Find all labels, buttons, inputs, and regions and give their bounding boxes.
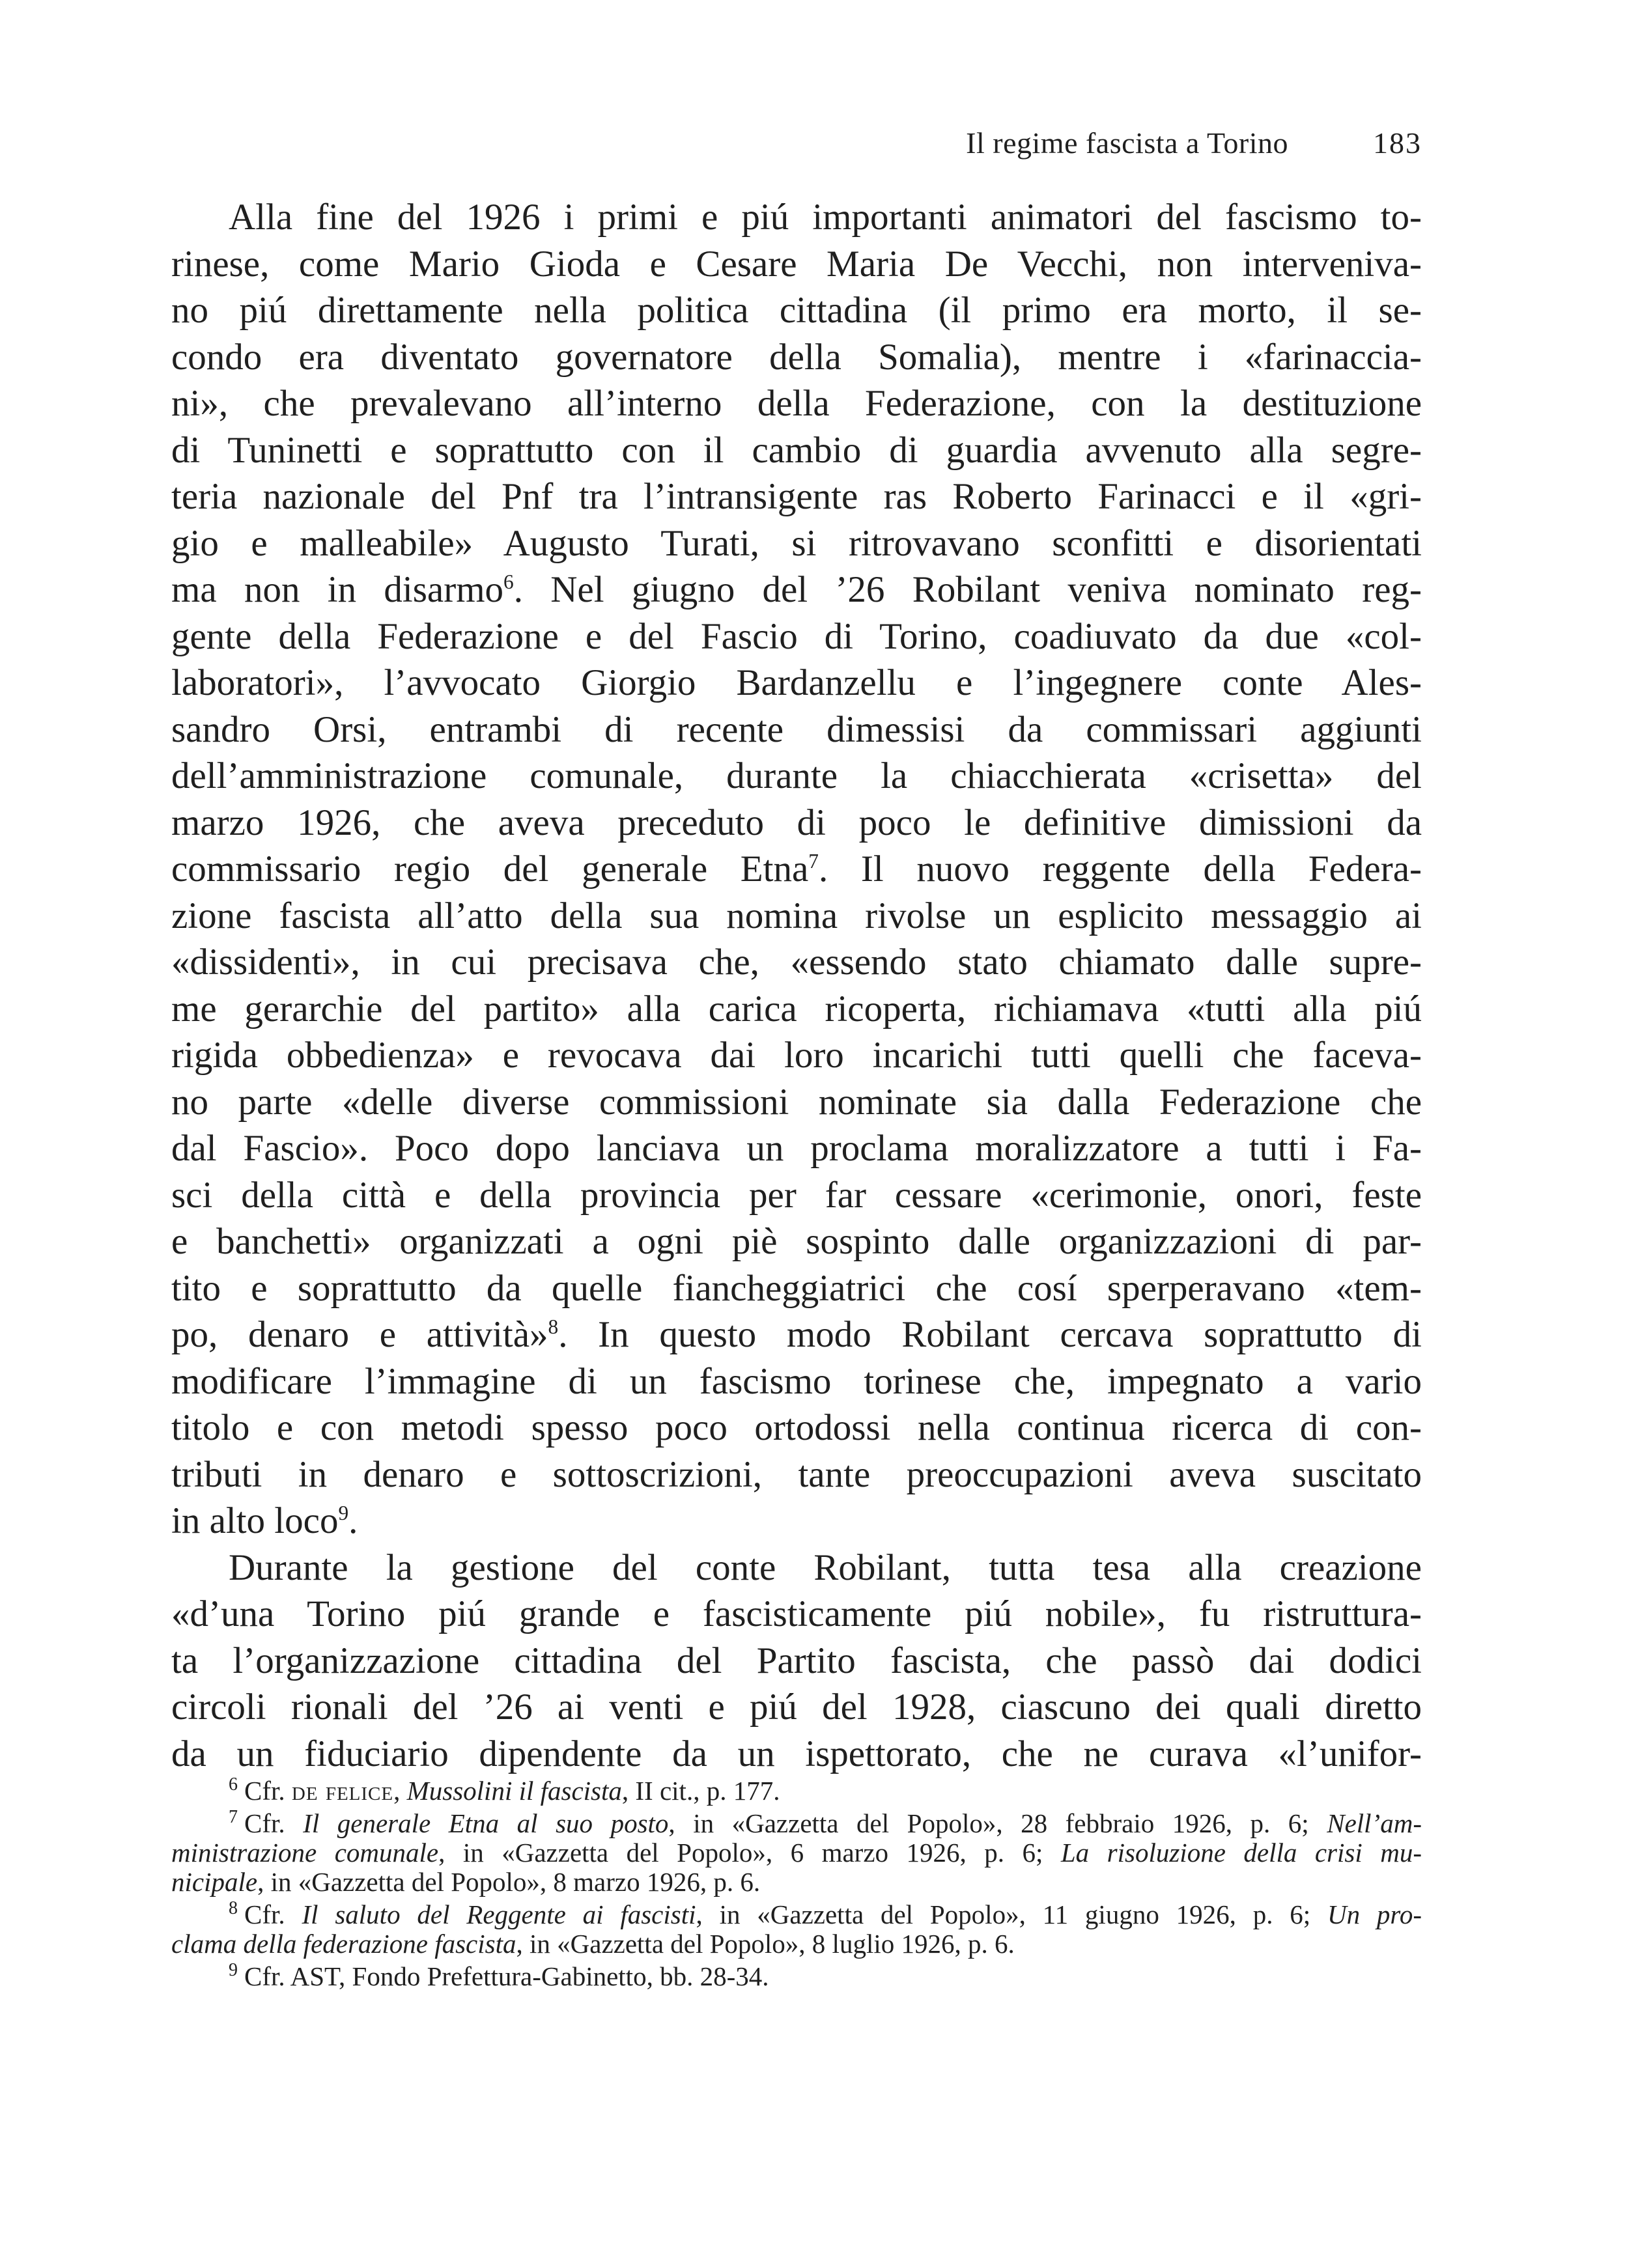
footnote-8	[171, 1900, 1422, 1959]
text-line	[171, 567, 1422, 613]
text-segment: . Nel giugno del ’26 Robilant veniva nominato reg-	[513, 569, 1422, 610]
footnote-line	[171, 1838, 1422, 1868]
text-line: titolo e con metodi spesso poco ortodossi nella continua ricerca di con-	[171, 1407, 1422, 1448]
text-line: marzo 1926, che aveva preceduto di poco le definitive dimissioni da	[171, 802, 1422, 843]
text-line: laboratori», l’avvocato Giorgio Bardanzellu e l’ingegnere conte Ales-	[171, 662, 1422, 703]
text-line	[171, 1311, 1422, 1358]
text-segment: Cfr.	[244, 1776, 292, 1806]
page-number: 183	[1373, 126, 1422, 160]
author-name: de felice	[291, 1776, 394, 1806]
footnote-line	[171, 1809, 1422, 1838]
text-line: circoli rionali del ’26 ai venti e piú del 1928, ciascuno dei quali diretto	[171, 1687, 1422, 1728]
text-segment: . Il nuovo reggente della Federa-	[818, 848, 1422, 889]
text-line: dell’amministrazione comunale, durante la chiacchierata «crisetta» del	[171, 755, 1422, 796]
cited-title: Un pro-	[1327, 1899, 1422, 1929]
text-line: gente della Federazione e del Fascio di Torino, coadiuvato da due «col-	[171, 615, 1422, 657]
cited-title: ministrazione comunale	[171, 1838, 439, 1868]
text-line: Alla fine del 1926 i primi e piú importanti animatori del fascismo to-	[229, 197, 1422, 238]
text-line: e banchetti» organizzati a ogni piè sospinto dalle organizzazioni di par-	[171, 1221, 1422, 1262]
text-line: dal Fascio». Poco dopo lanciava un proclama moralizzatore a tutti i Fa-	[171, 1128, 1422, 1169]
text-line: tito e soprattutto da quelle fiancheggiatrici che cosí sperperavano «tem-	[171, 1267, 1422, 1309]
text-line: ni», che prevalevano all’interno della Federazione, con la destituzione	[171, 383, 1422, 424]
text-segment: in alto loco	[171, 1500, 339, 1541]
text-line: sci della città e della provincia per far cessare «cerimonie, onori, feste	[171, 1174, 1422, 1216]
running-head	[171, 124, 1422, 163]
text-line: no piú direttamente nella politica cittadina (il primo era morto, il se-	[171, 290, 1422, 331]
footnote-6	[171, 1776, 1422, 1806]
text-line: teria nazionale del Pnf tra l’intransigente ras Roberto Farinacci e il «gri-	[171, 476, 1422, 517]
text-line: rigida obbedienza» e revocava dai loro incarichi tutti quelli che faceva-	[171, 1035, 1422, 1076]
text-line: da un fiduciario dipendente da un ispettorato, che ne curava «l’unifor-	[171, 1733, 1422, 1774]
footnote-ref[interactable]: 7	[808, 850, 819, 873]
footnote-line	[171, 1900, 1422, 1929]
text-segment: .	[348, 1500, 358, 1541]
text-segment: ma non in disarmo	[171, 569, 504, 610]
text-line: zione fascista all’atto della sua nomina rivolse un esplicito messaggio ai	[171, 895, 1422, 936]
text-line: rinese, come Mario Gioda e Cesare Maria De Vecchi, non interveniva-	[171, 243, 1422, 285]
text-segment: , in «Gazzetta del Popolo», 6 marzo 1926, p. 6;	[438, 1838, 1061, 1868]
footnote-7	[171, 1809, 1422, 1897]
text-line: me gerarchie del partito» alla carica ricoperta, richiamava «tutti alla piú	[171, 988, 1422, 1029]
footnote-number: 9	[229, 1960, 238, 1981]
footnote-ref[interactable]: 6	[503, 570, 514, 593]
text-segment: po, denaro e attività»	[171, 1314, 548, 1355]
footnote-number: 6	[229, 1774, 238, 1795]
footnote-line	[171, 1868, 1422, 1897]
text-line: sandro Orsi, entrambi di recente dimessisi da commissari aggiunti	[171, 708, 1422, 750]
footnote-line	[171, 1776, 1422, 1806]
text-line: «dissidenti», in cui precisava che, «essendo stato chiamato dalle supre-	[171, 942, 1422, 983]
cited-title: nicipale	[171, 1867, 258, 1897]
main-text	[171, 194, 1422, 1777]
footnote-ref[interactable]: 8	[548, 1315, 559, 1338]
text-segment: commissario regio del generale Etna	[171, 848, 809, 889]
cited-title: clama della federazione fascista	[171, 1929, 516, 1959]
text-line: di Tuninetti e soprattutto con il cambio di guardia avvenuto alla segre-	[171, 429, 1422, 471]
text-line: modificare l’immagine di un fascismo torinese che, impegnato a vario	[171, 1360, 1422, 1402]
text-line: Durante la gestione del conte Robilant, tutta tesa alla creazione	[229, 1547, 1422, 1588]
running-head-title: Il regime fascista a Torino	[966, 126, 1288, 160]
text-line: no parte «delle diverse commissioni nominate sia dalla Federazione che	[171, 1081, 1422, 1123]
text-segment: Cfr. AST, Fondo Prefettura-Gabinetto, bb. 28-34.	[244, 1961, 769, 1991]
footnote-line	[171, 1929, 1422, 1959]
text-line: tributi in denaro e sottoscrizioni, tante preoccupazioni aveva suscitato	[171, 1453, 1422, 1495]
cited-title: Nell’am-	[1327, 1808, 1422, 1838]
text-line	[171, 1498, 1422, 1545]
cited-title: La risoluzione della crisi mu-	[1060, 1838, 1422, 1868]
text-segment: . In questo modo Robilant cercava soprattutto di	[558, 1314, 1422, 1355]
text-segment: ,	[393, 1776, 407, 1806]
text-line: ta l’organizzazione cittadina del Partito fascista, che passò dai dodici	[171, 1640, 1422, 1681]
text-segment: , II cit., p. 177.	[621, 1776, 780, 1806]
cited-title: Il generale Etna al suo posto	[303, 1808, 669, 1838]
footnote-ref[interactable]: 9	[338, 1502, 349, 1524]
footnote-line	[171, 1962, 1422, 1991]
footnote-number: 8	[229, 1898, 238, 1919]
text-line: «d’una Torino piú grande e fascisticamente piú nobile», fu ristruttura-	[171, 1593, 1422, 1634]
text-line: condo era diventato governatore della Somalia), mentre i «farinaccia-	[171, 336, 1422, 378]
text-segment: , in «Gazzetta del Popolo», 11 giugno 1926, p. 6;	[696, 1899, 1327, 1929]
text-line	[171, 846, 1422, 893]
text-segment: Cfr.	[244, 1899, 302, 1929]
cited-title: Il saluto del Reggente ai fascisti	[302, 1899, 696, 1929]
footnote-number: 7	[229, 1807, 238, 1828]
text-segment: , in «Gazzetta del Popolo», 28 febbraio 1926, p. 6;	[668, 1808, 1327, 1838]
text-line: gio e malleabile» Augusto Turati, si ritrovavano sconfitti e disorientati	[171, 522, 1422, 564]
cited-title: Mussolini il fascista	[406, 1776, 622, 1806]
text-segment: , in «Gazzetta del Popolo», 8 luglio 1926, p. 6.	[516, 1929, 1015, 1959]
text-segment: Cfr.	[244, 1808, 304, 1838]
footnotes	[171, 1776, 1422, 1995]
text-segment: , in «Gazzetta del Popolo», 8 marzo 1926, p. 6.	[257, 1867, 761, 1897]
footnote-9	[171, 1962, 1422, 1991]
